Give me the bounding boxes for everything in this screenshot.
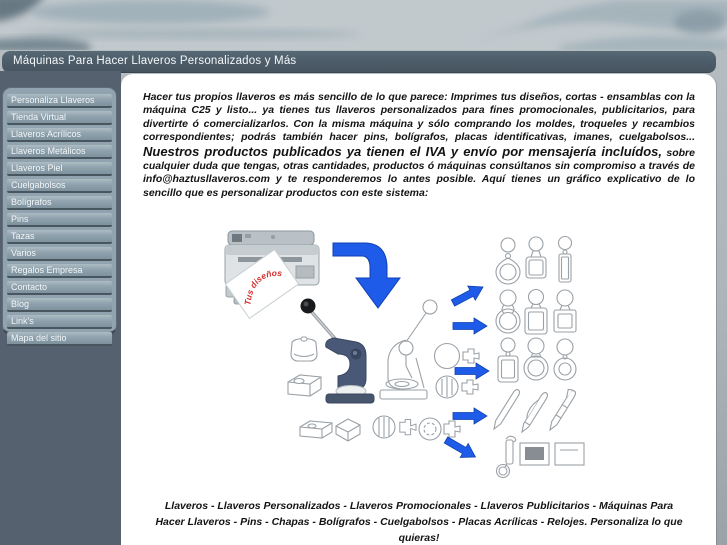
- sidebar-item-contacto[interactable]: Contacto: [7, 281, 112, 295]
- keychain-rect-icon: [525, 290, 547, 335]
- process-diagram: [218, 226, 628, 494]
- banner-swirl-graphic: [0, 0, 727, 50]
- strap-keyring-icon: [497, 436, 516, 477]
- square-mold-icon: [336, 419, 360, 441]
- sidebar-item-boligrafos[interactable]: Bolígrafos: [7, 196, 112, 210]
- sidebar: [2, 87, 117, 343]
- keychain-clasp-round-icon: [496, 290, 520, 333]
- sidebar-item-tazas[interactable]: Tazas: [7, 230, 112, 244]
- keychain-bar-icon: [559, 237, 572, 283]
- ring-die-icon: [419, 418, 460, 440]
- sidebar-item-cuelgabolsos[interactable]: Cuelgabolsos: [7, 179, 112, 193]
- photo-frame-empty-icon: [555, 443, 584, 465]
- sidebar-item-links[interactable]: Link's: [7, 315, 112, 329]
- sidebar-item-llaveros-piel[interactable]: Llaveros Piel: [7, 162, 112, 176]
- sidebar-item-varios[interactable]: Varios: [7, 247, 112, 261]
- banner-art: [0, 0, 727, 50]
- paragraph-part1: Hacer tus propios llaveros es más sencillo de lo que parece: Imprimes tus diseños, cortas - ensamblas con la máquina C25 y listo... ya tienes tus llaveros personalizados para fines promocionales, publicitarios, para divertirte ó comercializarlos. Con la misma máquina y sólo comprando los moldes, troqueles y recambios correspondientes; podrás también hacer pins, bolígrafos, placas identificativas, imanes, cuelgabolsos...: [143, 91, 695, 144]
- striped-disc-icon: [436, 376, 478, 398]
- sidebar-item-llaveros-metalicos[interactable]: Llaveros Metálicos: [7, 145, 112, 159]
- content-panel: [121, 74, 716, 545]
- sidebar-item-blog[interactable]: Blog: [7, 298, 112, 312]
- keychain-outline-icons: [496, 237, 576, 383]
- arrow-right-icon: [453, 318, 487, 334]
- blank-disc-icon: [435, 344, 480, 369]
- arrow-down-right-icon: [442, 433, 479, 464]
- keychain-square-icon: [526, 237, 546, 278]
- sidebar-item-pins[interactable]: Pins: [7, 213, 112, 227]
- title-bar: [2, 51, 716, 72]
- striped-die-icon: [373, 416, 416, 438]
- sidebar-item-tienda-virtual[interactable]: Tienda Virtual: [7, 111, 112, 125]
- photo-frame-filled-icon: [520, 443, 549, 465]
- keychain-square2-icon: [554, 290, 576, 332]
- footer-keywords: Llaveros - Llaveros Personalizados - Llaveros Promocionales - Llaveros Publicitarios - Máquinas Para Hacer Llaveros - Pins - Chapas - Bolígrafos - Cuelgabolsos - Placas Acrílicas - Relojes. Personaliza lo que quieras!: [155, 500, 683, 544]
- arrow-up-right-icon: [449, 280, 487, 310]
- tus-disenos-caption: Tus diseños !: [242, 267, 286, 306]
- arrow-right-icon: [453, 408, 487, 424]
- flat-mold-icon: [300, 421, 332, 438]
- sidebar-item-llaveros-acrilicos[interactable]: Llaveros Acrílicos: [7, 128, 112, 142]
- rect-mold-icon: [288, 375, 321, 396]
- paragraph-part2: sobre cualquier duda que tengas, otras cantidades, productos ó máquinas consúltanos sin compromiso a través de info@haztusllaveros.com y te responderemos lo antes posible. Aquí tienes un gráfico explicativo de lo sencillo que es personalizar productos con este sistema:: [143, 146, 695, 199]
- keychain-teardrop-icon: [496, 238, 520, 284]
- sidebar-item-mapa-del-sitio[interactable]: Mapa del sitio: [7, 332, 112, 346]
- page-title: Máquinas Para Hacer Llaveros Personalizados y Más: [13, 55, 297, 67]
- keychain-ring-icon: [554, 339, 576, 380]
- pen-outline-icons: [491, 388, 576, 434]
- sidebar-item-personaliza-llaveros[interactable]: Personaliza Llaveros: [7, 94, 112, 108]
- paragraph-highlight: Nuestros productos publicados ya tienen el IVA y envío por mensajería incluídos,: [143, 143, 662, 159]
- mold-icons: [288, 337, 460, 441]
- frame-outline-icons: [497, 436, 585, 477]
- big-curved-arrow-icon: [333, 243, 400, 308]
- intro-paragraph: [143, 91, 695, 200]
- arrow-right-icon: [455, 363, 489, 379]
- keychain-vertical-rect-icon: [498, 338, 518, 382]
- press-machine-outline-icon: [380, 300, 437, 399]
- pen-icon: [517, 390, 549, 434]
- keychain-circle-icon: [524, 338, 548, 380]
- round-mold-icon: [291, 337, 317, 361]
- pen-icon: [491, 388, 520, 430]
- pen-icon: [545, 388, 577, 432]
- sidebar-item-regalos-empresa[interactable]: Regalos Empresa: [7, 264, 112, 278]
